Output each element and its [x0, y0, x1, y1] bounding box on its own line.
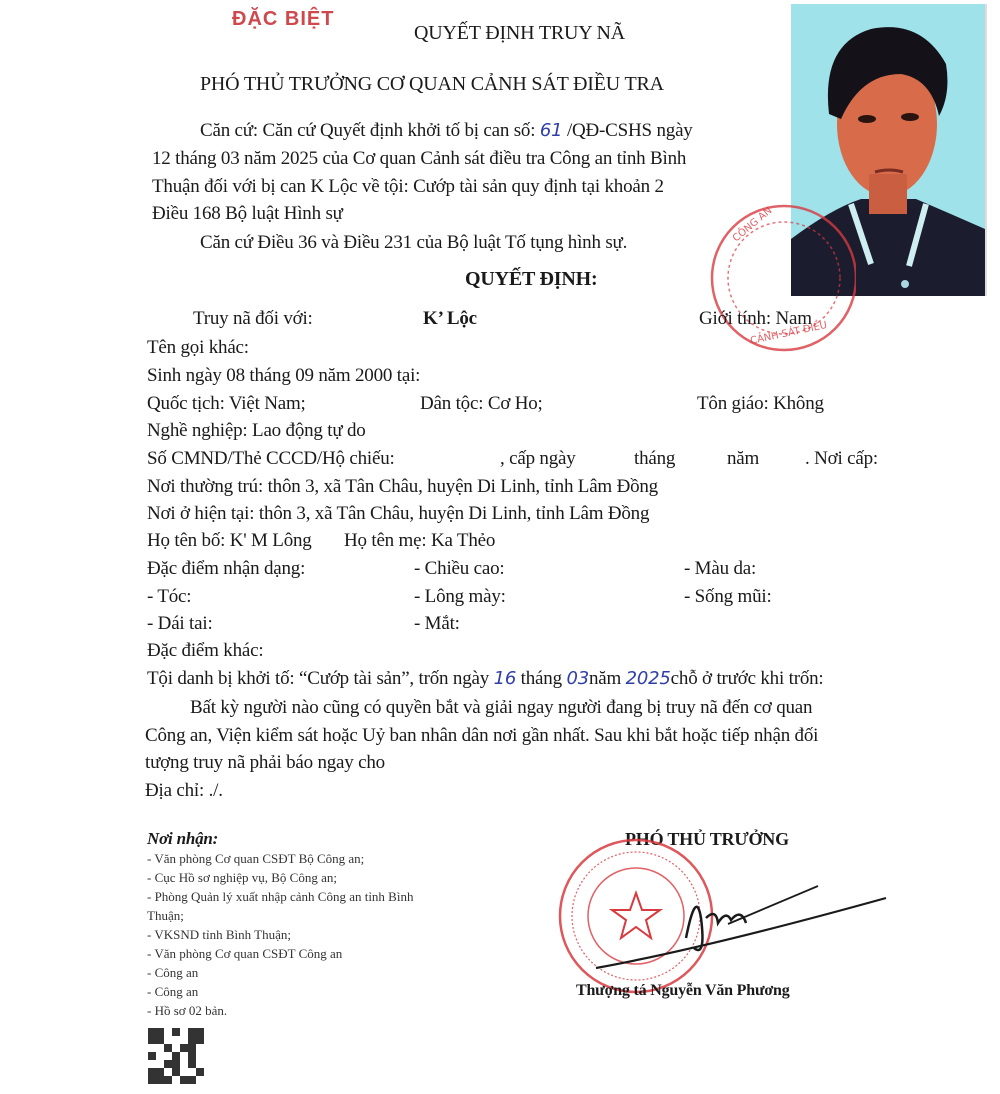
recipient-item: - Phòng Quản lý xuất nhập cảnh Công an tỉnh Bình — [147, 889, 414, 904]
feature-ears: - Dái tai: — [147, 613, 213, 634]
special-stamp: ĐẶC BIỆT — [232, 8, 335, 30]
feature-other: Đặc điểm khác: — [147, 640, 264, 661]
feature-nose: - Sống mũi: — [684, 586, 772, 607]
escape-year-handwritten: 2025 — [625, 668, 671, 689]
svg-text:CÔNG AN: CÔNG AN — [730, 205, 775, 245]
permanent-address: Nơi thường trú: thôn 3, xã Tân Châu, huyện Di Linh, tỉnh Lâm Đồng — [147, 476, 658, 497]
recipient-item: - Công an — [147, 965, 199, 980]
notice-line-2: Công an, Viện kiểm sát hoặc Uỷ ban nhân dân nơi gần nhất. Sau khi bắt hoặc tiếp nhận đối — [145, 725, 819, 746]
birth-info: Sinh ngày 08 tháng 09 năm 2000 tại: — [147, 365, 421, 386]
ethnicity: Dân tộc: Cơ Ho; — [420, 393, 543, 414]
father-name: Họ tên bố: K' M Lông — [147, 530, 312, 551]
religion: Tôn giáo: Không — [697, 393, 824, 414]
recipient-item: Thuận; — [147, 908, 184, 923]
official-seal-and-signature — [556, 828, 906, 998]
recipient-item: - VKSND tỉnh Bình Thuận; — [147, 927, 291, 942]
recipient-item: - Văn phòng Cơ quan CSĐT Bộ Công an; — [147, 851, 365, 866]
recipients-list — [147, 849, 413, 1020]
features-label: Đặc điểm nhận dạng: — [147, 558, 306, 579]
decision-heading: QUYẾT ĐỊNH: — [465, 268, 598, 290]
charge-text-year: năm — [588, 668, 622, 689]
feature-skin: - Màu da: — [684, 558, 757, 579]
signer-name: Thượng tá Nguyễn Văn Phương — [576, 982, 790, 999]
signature-title: PHÓ THỦ TRƯỞNG — [625, 829, 789, 849]
document-title: QUYẾT ĐỊNH TRUY NÃ — [414, 22, 626, 44]
escape-day-handwritten: 16 — [493, 668, 517, 689]
notice-address: Địa chỉ: ./. — [145, 780, 223, 801]
police-seal-upper — [706, 196, 856, 360]
decision-number-handwritten: 61 — [539, 120, 563, 141]
recipient-item: - Công an — [147, 984, 199, 999]
suspect-name: K’ Lộc — [423, 308, 477, 329]
basis-line-5: Căn cứ Điều 36 và Điều 231 của Bộ luật Tố tụng hình sự. — [200, 232, 628, 253]
charge-text: Tội danh bị khởi tố: “Cướp tài sản”, trốn ngày — [147, 668, 490, 689]
recipient-item: - Văn phòng Cơ quan CSĐT Công an — [147, 946, 343, 961]
basis-line-2: 12 tháng 03 năm 2025 của Cơ quan Cảnh sát điều tra Công an tỉnh Bình — [152, 148, 687, 169]
id-issue-day: , cấp ngày — [500, 448, 576, 469]
charge-text-month: tháng — [520, 668, 562, 689]
feature-height: - Chiều cao: — [414, 558, 505, 579]
recipient-item: - Cục Hồ sơ nghiệp vụ, Bộ Công an; — [147, 870, 337, 885]
recipients-heading: Nơi nhận: — [147, 829, 219, 848]
feature-hair: - Tóc: — [147, 586, 192, 607]
basis-line-3: Thuận đối với bị can K Lộc về tội: Cướp tài sản quy định tại khoản 2 — [152, 176, 664, 197]
notice-line-3: tượng truy nã phải báo ngay cho — [145, 752, 385, 773]
charge-text-residence: chỗ ở trước khi trốn: — [670, 668, 824, 689]
id-issue-place: . Nơi cấp: — [805, 448, 878, 469]
mother-name: Họ tên mẹ: Ka Thẻo — [344, 530, 496, 551]
basis-line-1 — [200, 120, 693, 142]
feature-eyes: - Mắt: — [414, 613, 460, 634]
id-issue-year: năm — [727, 448, 760, 469]
issuer-title: PHÓ THỦ TRƯỞNG CƠ QUAN CẢNH SÁT ĐIỀU TRA — [200, 73, 664, 95]
basis-text: Căn cứ: Căn cứ Quyết định khởi tố bị can số: — [200, 120, 536, 141]
escape-month-handwritten: 03 — [566, 668, 589, 689]
recipient-item: - Hồ sơ 02 bản. — [147, 1003, 228, 1018]
current-address: Nơi ở hiện tại: thôn 3, xã Tân Châu, huyện Di Linh, tỉnh Lâm Đồng — [147, 503, 650, 524]
wanted-label: Truy nã đối với: — [193, 308, 313, 329]
charge-line — [147, 668, 824, 690]
nationality: Quốc tịch: Việt Nam; — [147, 393, 306, 414]
alias: Tên gọi khác: — [147, 337, 249, 358]
id-label: Số CMND/Thẻ CCCD/Hộ chiếu: — [147, 448, 395, 469]
qr-code — [148, 1028, 204, 1084]
id-issue-month: tháng — [634, 448, 676, 469]
feature-eyebrows: - Lông mày: — [414, 586, 506, 607]
gender: Giới tính: Nam — [699, 308, 812, 329]
notice-line-1: Bất kỳ người nào cũng có quyền bắt và giải ngay người đang bị truy nã đến cơ quan — [190, 697, 813, 718]
occupation: Nghề nghiệp: Lao động tự do — [147, 420, 366, 441]
basis-text-cont: /QĐ-CSHS ngày — [566, 120, 693, 141]
svg-text:CẢNH SÁT ĐIỀU: CẢNH SÁT ĐIỀU — [749, 319, 829, 347]
basis-line-4: Điều 168 Bộ luật Hình sự — [152, 203, 343, 224]
